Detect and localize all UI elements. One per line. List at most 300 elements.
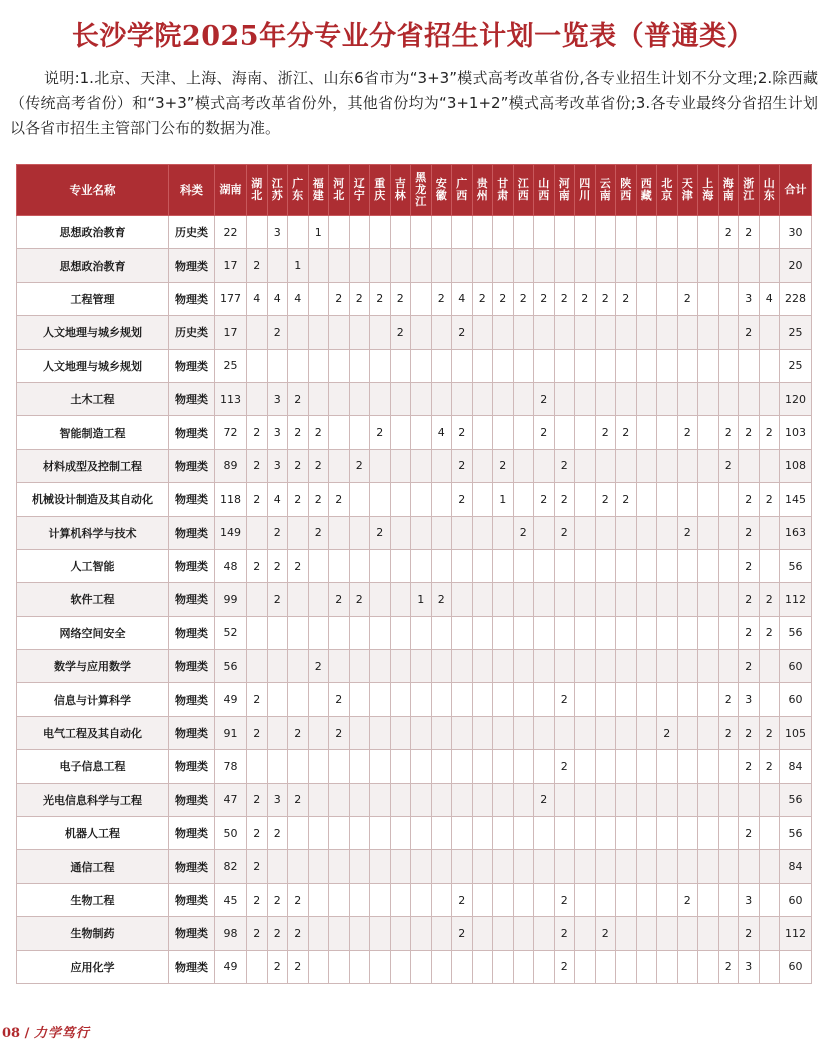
quota-cell: [329, 950, 350, 983]
quota-cell: 2: [616, 416, 637, 449]
table-row: [17, 750, 812, 783]
quota-cell: [718, 549, 739, 582]
total-cell: 84: [780, 750, 812, 783]
table-row: [17, 282, 812, 315]
quota-cell: [759, 249, 780, 282]
quota-cell: [636, 850, 657, 883]
quota-cell: [677, 783, 698, 816]
quota-cell: [370, 549, 391, 582]
quota-cell: 2: [370, 282, 391, 315]
quota-cell: [698, 282, 719, 315]
major-name-cell: 机械设计制造及其自动化: [17, 483, 169, 516]
quota-cell: 2: [329, 282, 350, 315]
quota-cell: [677, 349, 698, 382]
quota-cell: [308, 683, 329, 716]
quota-cell: [370, 783, 391, 816]
quota-cell: [677, 216, 698, 249]
quota-cell: 113: [215, 382, 247, 415]
quota-cell: [677, 249, 698, 282]
quota-cell: 2: [759, 416, 780, 449]
quota-cell: [308, 549, 329, 582]
quota-cell: 2: [759, 716, 780, 749]
major-name-cell: 土木工程: [17, 382, 169, 415]
quota-cell: [657, 950, 678, 983]
quota-cell: [636, 349, 657, 382]
quota-cell: 2: [308, 650, 329, 683]
quota-cell: [759, 216, 780, 249]
quota-cell: [575, 616, 596, 649]
quota-cell: 4: [759, 282, 780, 315]
quota-cell: [370, 817, 391, 850]
quota-cell: [616, 750, 637, 783]
quota-cell: [493, 917, 514, 950]
quota-cell: [575, 549, 596, 582]
quota-cell: [698, 416, 719, 449]
column-header: 云南: [595, 165, 616, 216]
quota-cell: [349, 416, 370, 449]
quota-cell: 2: [349, 282, 370, 315]
total-cell: 60: [780, 683, 812, 716]
quota-cell: 2: [370, 416, 391, 449]
quota-cell: 2: [759, 583, 780, 616]
quota-cell: [349, 917, 370, 950]
quota-cell: [698, 249, 719, 282]
quota-cell: [247, 650, 268, 683]
quota-cell: [452, 850, 473, 883]
quota-cell: [575, 349, 596, 382]
quota-cell: 2: [288, 883, 309, 916]
quota-cell: [308, 750, 329, 783]
quota-cell: [575, 416, 596, 449]
quota-cell: 3: [739, 683, 760, 716]
quota-cell: 118: [215, 483, 247, 516]
quota-cell: [698, 549, 719, 582]
quota-cell: [411, 917, 432, 950]
quota-cell: [472, 249, 493, 282]
quota-cell: [288, 349, 309, 382]
quota-cell: [513, 783, 534, 816]
quota-cell: 4: [247, 282, 268, 315]
quota-cell: 49: [215, 950, 247, 983]
quota-cell: 2: [452, 316, 473, 349]
quota-cell: 2: [247, 483, 268, 516]
quota-cell: 2: [247, 817, 268, 850]
quota-cell: [677, 583, 698, 616]
quota-cell: [349, 650, 370, 683]
quota-cell: 2: [431, 583, 452, 616]
column-header: 合计: [780, 165, 812, 216]
quota-cell: 2: [739, 917, 760, 950]
quota-cell: [575, 583, 596, 616]
quota-cell: [390, 249, 411, 282]
quota-cell: 2: [677, 416, 698, 449]
quota-cell: [390, 917, 411, 950]
quota-cell: [575, 516, 596, 549]
major-name-cell: 光电信息科学与工程: [17, 783, 169, 816]
quota-cell: [677, 750, 698, 783]
quota-cell: [677, 382, 698, 415]
quota-cell: [636, 382, 657, 415]
quota-cell: 2: [288, 716, 309, 749]
quota-cell: 2: [739, 483, 760, 516]
quota-cell: 2: [267, 549, 288, 582]
quota-cell: [513, 316, 534, 349]
quota-cell: 2: [718, 449, 739, 482]
table-row: [17, 483, 812, 516]
column-header: 海南: [718, 165, 739, 216]
major-name-cell: 思想政治教育: [17, 249, 169, 282]
quota-cell: [595, 616, 616, 649]
quota-cell: [636, 216, 657, 249]
major-name-cell: 生物制药: [17, 917, 169, 950]
subject-category-cell: 物理类: [169, 783, 215, 816]
quota-cell: 4: [431, 416, 452, 449]
quota-cell: [472, 416, 493, 449]
quota-cell: [329, 616, 350, 649]
quota-cell: 2: [493, 282, 514, 315]
quota-cell: [288, 583, 309, 616]
table-row: [17, 817, 812, 850]
subject-category-cell: 物理类: [169, 817, 215, 850]
quota-cell: [431, 750, 452, 783]
quota-cell: [472, 216, 493, 249]
quota-cell: [595, 249, 616, 282]
quota-cell: [657, 650, 678, 683]
subject-category-cell: 物理类: [169, 750, 215, 783]
quota-cell: [472, 483, 493, 516]
quota-cell: [698, 950, 719, 983]
quota-cell: [493, 950, 514, 983]
column-header: 山东: [759, 165, 780, 216]
quota-cell: 4: [452, 282, 473, 315]
quota-cell: [267, 716, 288, 749]
quota-cell: [349, 549, 370, 582]
quota-cell: [698, 216, 719, 249]
quota-cell: [349, 616, 370, 649]
quota-cell: [370, 883, 391, 916]
quota-cell: [698, 850, 719, 883]
quota-cell: 2: [349, 583, 370, 616]
quota-cell: [390, 583, 411, 616]
table-row: [17, 449, 812, 482]
quota-cell: 2: [759, 616, 780, 649]
quota-cell: [636, 683, 657, 716]
quota-cell: [349, 683, 370, 716]
quota-cell: [698, 382, 719, 415]
quota-cell: [370, 750, 391, 783]
quota-cell: [718, 349, 739, 382]
quota-cell: [616, 249, 637, 282]
quota-cell: [349, 950, 370, 983]
quota-cell: [390, 883, 411, 916]
total-cell: 60: [780, 883, 812, 916]
quota-cell: [493, 883, 514, 916]
quota-cell: [472, 382, 493, 415]
quota-cell: [554, 316, 575, 349]
quota-cell: 2: [390, 316, 411, 349]
quota-cell: [636, 817, 657, 850]
quota-cell: [452, 349, 473, 382]
quota-cell: 2: [554, 883, 575, 916]
quota-cell: [390, 449, 411, 482]
quota-cell: 45: [215, 883, 247, 916]
column-header: 西藏: [636, 165, 657, 216]
quota-cell: [718, 883, 739, 916]
quota-cell: [554, 616, 575, 649]
quota-cell: 2: [247, 783, 268, 816]
quota-cell: [411, 249, 432, 282]
quota-cell: [657, 382, 678, 415]
column-header: 湖北: [247, 165, 268, 216]
quota-cell: [431, 449, 452, 482]
quota-cell: [739, 249, 760, 282]
quota-cell: 3: [739, 883, 760, 916]
quota-cell: [698, 917, 719, 950]
quota-cell: [513, 249, 534, 282]
total-cell: 84: [780, 850, 812, 883]
quota-cell: [595, 382, 616, 415]
quota-cell: [370, 917, 391, 950]
quota-cell: 2: [247, 883, 268, 916]
quota-cell: [411, 950, 432, 983]
quota-cell: [616, 549, 637, 582]
quota-cell: [431, 382, 452, 415]
total-cell: 145: [780, 483, 812, 516]
table-row: [17, 950, 812, 983]
quota-cell: [595, 516, 616, 549]
quota-cell: [534, 817, 555, 850]
quota-cell: [698, 817, 719, 850]
quota-cell: [636, 249, 657, 282]
quota-cell: 4: [288, 282, 309, 315]
quota-cell: [657, 516, 678, 549]
quota-cell: [534, 850, 555, 883]
quota-cell: [616, 883, 637, 916]
quota-cell: [452, 382, 473, 415]
quota-cell: 2: [288, 416, 309, 449]
quota-cell: [390, 850, 411, 883]
quota-cell: [513, 917, 534, 950]
quota-cell: [698, 449, 719, 482]
quota-cell: [431, 249, 452, 282]
quota-cell: [329, 416, 350, 449]
quota-cell: [718, 650, 739, 683]
quota-cell: [431, 216, 452, 249]
quota-cell: [452, 750, 473, 783]
quota-cell: 2: [493, 449, 514, 482]
quota-cell: [370, 216, 391, 249]
quota-cell: [493, 850, 514, 883]
quota-cell: [308, 850, 329, 883]
quota-cell: [575, 883, 596, 916]
quota-cell: [431, 850, 452, 883]
quota-cell: [513, 716, 534, 749]
quota-cell: [718, 316, 739, 349]
quota-cell: [493, 716, 514, 749]
quota-cell: 2: [534, 382, 555, 415]
column-header: 北京: [657, 165, 678, 216]
quota-cell: [677, 616, 698, 649]
quota-cell: [370, 583, 391, 616]
quota-cell: [308, 249, 329, 282]
quota-cell: [411, 549, 432, 582]
column-header: 天津: [677, 165, 698, 216]
total-cell: 108: [780, 449, 812, 482]
subject-category-cell: 物理类: [169, 549, 215, 582]
column-header: 福建: [308, 165, 329, 216]
quota-cell: [411, 683, 432, 716]
quota-cell: [329, 216, 350, 249]
quota-cell: 2: [554, 449, 575, 482]
quota-cell: 2: [739, 716, 760, 749]
quota-cell: [288, 516, 309, 549]
quota-cell: [308, 583, 329, 616]
quota-cell: [431, 483, 452, 516]
subject-category-cell: 物理类: [169, 249, 215, 282]
quota-cell: [431, 316, 452, 349]
quota-cell: [452, 616, 473, 649]
total-cell: 105: [780, 716, 812, 749]
quota-cell: 2: [739, 817, 760, 850]
quota-cell: 89: [215, 449, 247, 482]
table-row: [17, 549, 812, 582]
quota-cell: [513, 549, 534, 582]
quota-cell: [595, 316, 616, 349]
major-name-cell: 人文地理与城乡规划: [17, 316, 169, 349]
quota-cell: [431, 683, 452, 716]
quota-cell: [288, 650, 309, 683]
quota-cell: 2: [718, 416, 739, 449]
quota-cell: [267, 750, 288, 783]
quota-cell: 2: [288, 917, 309, 950]
quota-cell: [390, 783, 411, 816]
quota-cell: [370, 950, 391, 983]
quota-cell: 2: [595, 917, 616, 950]
quota-cell: [247, 616, 268, 649]
quota-cell: [657, 349, 678, 382]
quota-cell: 3: [267, 216, 288, 249]
quota-cell: [718, 516, 739, 549]
quota-cell: 2: [329, 716, 350, 749]
quota-cell: [452, 650, 473, 683]
quota-cell: 2: [554, 750, 575, 783]
quota-cell: 72: [215, 416, 247, 449]
table-row: [17, 917, 812, 950]
quota-cell: [329, 817, 350, 850]
quota-cell: [616, 316, 637, 349]
quota-cell: 2: [739, 583, 760, 616]
quota-cell: [493, 516, 514, 549]
quota-cell: [329, 917, 350, 950]
column-header: 黑龙江: [411, 165, 432, 216]
quota-cell: [657, 917, 678, 950]
quota-cell: 2: [554, 683, 575, 716]
quota-cell: [288, 616, 309, 649]
quota-cell: [718, 249, 739, 282]
quota-cell: [677, 449, 698, 482]
subject-category-cell: 物理类: [169, 382, 215, 415]
quota-cell: [698, 650, 719, 683]
quota-cell: [431, 349, 452, 382]
quota-cell: [534, 449, 555, 482]
quota-cell: [411, 316, 432, 349]
total-cell: 25: [780, 316, 812, 349]
quota-cell: [759, 316, 780, 349]
quota-cell: [431, 883, 452, 916]
major-name-cell: 软件工程: [17, 583, 169, 616]
quota-cell: [411, 817, 432, 850]
quota-cell: [636, 483, 657, 516]
quota-cell: [595, 817, 616, 850]
quota-cell: [349, 483, 370, 516]
quota-cell: 49: [215, 683, 247, 716]
quota-cell: [513, 883, 534, 916]
quota-cell: [677, 917, 698, 950]
subject-category-cell: 物理类: [169, 616, 215, 649]
quota-cell: [739, 783, 760, 816]
quota-cell: 2: [739, 549, 760, 582]
quota-cell: [636, 583, 657, 616]
quota-cell: 2: [247, 549, 268, 582]
quota-cell: [575, 683, 596, 716]
quota-cell: 1: [411, 583, 432, 616]
quota-cell: [575, 216, 596, 249]
quota-cell: 2: [718, 216, 739, 249]
quota-cell: 2: [616, 483, 637, 516]
quota-cell: [677, 683, 698, 716]
column-header: 四川: [575, 165, 596, 216]
quota-cell: [616, 583, 637, 616]
quota-cell: [370, 249, 391, 282]
quota-cell: [657, 216, 678, 249]
quota-cell: [657, 817, 678, 850]
quota-cell: [698, 316, 719, 349]
subject-category-cell: 物理类: [169, 950, 215, 983]
quota-cell: 3: [739, 950, 760, 983]
major-name-cell: 工程管理: [17, 282, 169, 315]
quota-cell: [513, 216, 534, 249]
subject-category-cell: 物理类: [169, 282, 215, 315]
quota-cell: [308, 917, 329, 950]
quota-cell: 2: [288, 783, 309, 816]
quota-cell: [616, 449, 637, 482]
quota-cell: 2: [739, 416, 760, 449]
quota-cell: 2: [247, 850, 268, 883]
quota-cell: 2: [759, 483, 780, 516]
quota-cell: [247, 950, 268, 983]
quota-cell: [575, 249, 596, 282]
quota-cell: [349, 750, 370, 783]
quota-cell: [677, 950, 698, 983]
quota-cell: 52: [215, 616, 247, 649]
quota-cell: [554, 817, 575, 850]
quota-cell: [349, 249, 370, 282]
subject-category-cell: 物理类: [169, 850, 215, 883]
column-header: 科类: [169, 165, 215, 216]
quota-cell: 2: [513, 516, 534, 549]
quota-cell: [349, 216, 370, 249]
quota-cell: [472, 950, 493, 983]
total-cell: 228: [780, 282, 812, 315]
quota-cell: 2: [452, 883, 473, 916]
quota-cell: [575, 382, 596, 415]
column-header: 江苏: [267, 165, 288, 216]
quota-cell: [472, 716, 493, 749]
quota-cell: [472, 850, 493, 883]
quota-cell: [329, 783, 350, 816]
major-name-cell: 材料成型及控制工程: [17, 449, 169, 482]
quota-cell: [718, 382, 739, 415]
